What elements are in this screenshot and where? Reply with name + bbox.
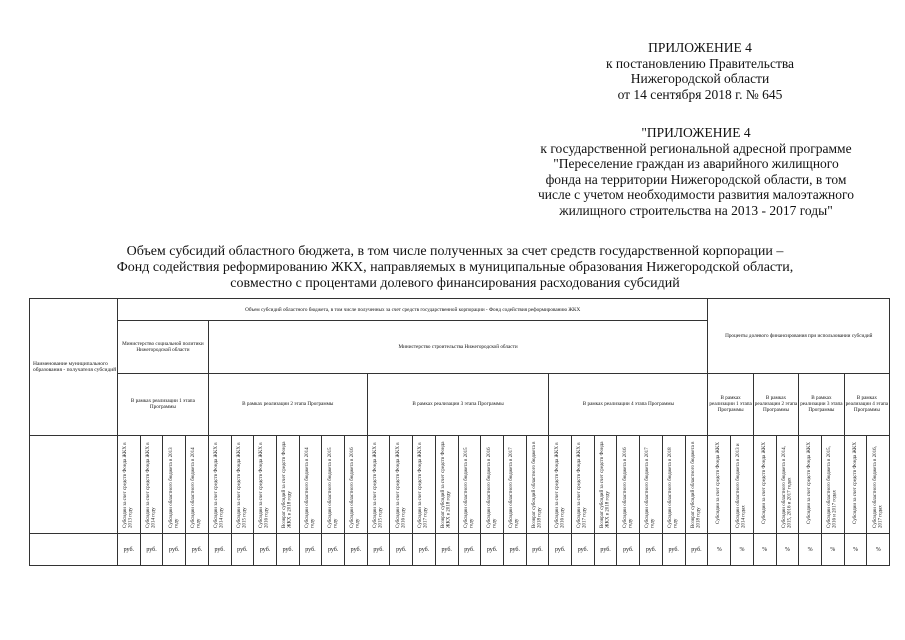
column-header-label: Субсидии за счет средств Фонда ЖКХ в 2014 году bbox=[214, 442, 225, 529]
document-title-line: Объем субсидий областного бюджета, в том числе полученных за счет средств государственной корпорации – bbox=[126, 244, 784, 259]
percent-stage-2-header: В рамках реализации 2 этапа Программы bbox=[753, 374, 798, 435]
unit-cell: % bbox=[753, 534, 776, 566]
column-header bbox=[458, 435, 481, 534]
document-title-line: Фонд содействия реформированию ЖКХ, направляемых в муниципальные образования Нижегородской области, bbox=[116, 260, 794, 275]
appendix-header-line: Нижегородской области bbox=[630, 71, 770, 86]
unit-cell: руб. bbox=[685, 534, 708, 566]
unit-cell: руб. bbox=[299, 534, 322, 566]
column-header bbox=[617, 435, 640, 534]
column-header-label: Субсидии областного бюджета в 2014 году bbox=[191, 447, 202, 529]
unit-cell: руб. bbox=[572, 534, 595, 566]
column-header-label: Субсидии областного бюджета в 2014 году bbox=[304, 447, 316, 529]
column-header-label: Субсидии областного бюджета в 2018 году bbox=[668, 447, 679, 529]
column-header-label: Субсидии за счет средств Фонда ЖКХ в 2016 году bbox=[554, 442, 566, 529]
unit-cell: руб. bbox=[594, 534, 617, 566]
program-header-line: фонда на территории Нижегородской области, в том bbox=[545, 171, 847, 187]
unit-cell: % bbox=[867, 534, 890, 566]
unit-cell: руб. bbox=[367, 534, 390, 566]
column-header bbox=[685, 435, 708, 534]
column-header-label: Возврат субсидий за счет средств Фонда ЖКХ в 2018 году bbox=[441, 442, 452, 529]
percent-stage-1-header: В рамках реализации 1 этапа Программы bbox=[708, 374, 753, 435]
percent-stage-4-header: В рамках реализации 4 этапа Программы bbox=[844, 374, 890, 435]
unit-cell: руб. bbox=[231, 534, 254, 566]
appendix-header-line: к постановлению Правительства bbox=[605, 55, 795, 71]
column-header bbox=[208, 435, 231, 534]
column-header-label: Субсидии за счет средств Фонда ЖКХ в 2015 году bbox=[236, 442, 248, 529]
program-header-line: "ПРИЛОЖЕНИЕ 4 bbox=[641, 125, 751, 140]
unit-cell: руб. bbox=[435, 534, 458, 566]
unit-cell: руб. bbox=[163, 534, 186, 566]
column-header-label: Субсидии областного бюджета в 2017 году bbox=[509, 447, 520, 529]
column-header-label: Субсидии за счет средств Фонда ЖКХ в 2014 году bbox=[145, 442, 157, 529]
unit-cell: руб. bbox=[390, 534, 413, 566]
unit-cell: руб. bbox=[662, 534, 685, 566]
percent-share-header: Проценты долевого финансирования при использовании субсидий bbox=[708, 299, 890, 374]
column-header bbox=[753, 435, 776, 534]
column-header-label: Возврат субсидий областного бюджета в 2018 году bbox=[531, 441, 543, 529]
column-header bbox=[163, 435, 186, 534]
column-header-label: Возврат субсидий областного бюджета в 2018 году bbox=[690, 441, 702, 529]
column-header bbox=[231, 435, 254, 534]
unit-cell: руб. bbox=[617, 534, 640, 566]
appendix-header-line: ПРИЛОЖЕНИЕ 4 bbox=[648, 40, 752, 55]
ministry-construction-header: Министерство строительства Нижегородской области bbox=[208, 321, 708, 374]
document-title bbox=[60, 244, 850, 292]
column-header bbox=[390, 435, 413, 534]
column-header bbox=[799, 435, 822, 534]
unit-cell: руб. bbox=[458, 534, 481, 566]
column-header bbox=[844, 435, 867, 534]
municipality-unit-cell bbox=[30, 534, 118, 566]
column-header bbox=[413, 435, 436, 534]
column-header bbox=[821, 435, 844, 534]
document-title-line: совместно с процентами долевого финансирования расходования субсидий bbox=[230, 276, 680, 291]
program-header-line: жилищного строительства на 2013 - 2017 годы" bbox=[559, 202, 833, 218]
column-header-label: Субсидии за счет средств Фонда ЖКХ в 2013 году bbox=[123, 442, 134, 529]
stage-3-header: В рамках реализации 3 этапа Программы bbox=[367, 374, 549, 435]
column-header bbox=[708, 435, 731, 534]
ministry-social-header: Министерство социальной политики Нижегородской области bbox=[118, 321, 209, 374]
municipality-header-continued bbox=[30, 435, 118, 534]
column-header bbox=[503, 435, 526, 534]
column-header-label: Субсидии за счет средств Фонда ЖКХ bbox=[716, 442, 722, 525]
program-header-line: к государственной региональной адресной программе bbox=[540, 140, 852, 156]
program-header-line: числе с учетом необходимости развития малоэтажного bbox=[538, 187, 854, 202]
column-header-label: Субсидии за счет средств Фонда ЖКХ в 2017 году bbox=[418, 442, 429, 529]
column-header-label: Субсидии областного бюджета в 2016, 2017 годах bbox=[872, 446, 884, 529]
unit-cell: руб. bbox=[503, 534, 526, 566]
column-header-label: Возврат субсидий за счет средств Фонда ЖКХ в 2018 году bbox=[282, 442, 293, 529]
unit-cell: руб. bbox=[276, 534, 299, 566]
unit-cell: руб. bbox=[118, 534, 141, 566]
column-header bbox=[367, 435, 390, 534]
program-header bbox=[510, 125, 882, 218]
column-header bbox=[549, 435, 572, 534]
column-header-label: Субсидии за счет средств Фонда ЖКХ в 2017 году bbox=[577, 442, 588, 529]
column-header-label: Субсидии областного бюджета в 2013 году bbox=[168, 447, 180, 529]
column-header bbox=[640, 435, 663, 534]
column-header-label: Субсидии областного бюджета в 2013 и 2014 годах bbox=[736, 443, 747, 529]
column-header-label: Субсидии за счет средств Фонда ЖКХ bbox=[807, 442, 813, 525]
column-header bbox=[276, 435, 299, 534]
column-header-label: Возврат субсидий за счет средств Фонда ЖКХ в 2018 году bbox=[600, 442, 611, 529]
subsidy-table bbox=[29, 298, 890, 566]
column-header bbox=[594, 435, 617, 534]
column-header-label: Субсидии областного бюджета в 2016 году bbox=[622, 447, 634, 529]
percent-stage-3-header: В рамках реализации 3 этапа Программы bbox=[799, 374, 844, 435]
municipality-header: Наименование муниципального образования - получателя субсидий bbox=[30, 299, 118, 436]
stage-4-header: В рамках реализации 4 этапа Программы bbox=[549, 374, 708, 435]
column-header-label: Субсидии за счет средств Фонда ЖКХ в 2016 году bbox=[395, 442, 407, 529]
column-header bbox=[776, 435, 799, 534]
column-header bbox=[867, 435, 890, 534]
appendix-header-line: от 14 сентября 2018 г. № 645 bbox=[617, 86, 783, 102]
column-header-label: Субсидии за счет средств Фонда ЖКХ bbox=[761, 442, 767, 525]
unit-cell: % bbox=[844, 534, 867, 566]
column-header bbox=[140, 435, 163, 534]
unit-cell: % bbox=[776, 534, 799, 566]
unit-cell: руб. bbox=[481, 534, 504, 566]
column-header bbox=[662, 435, 685, 534]
appendix-header bbox=[560, 40, 840, 102]
column-header bbox=[345, 435, 368, 534]
column-header-label: Субсидии областного бюджета в 2015 году bbox=[327, 447, 339, 529]
stage-1-header: В рамках реализации 1 этапа Программы bbox=[118, 374, 209, 435]
column-header bbox=[254, 435, 277, 534]
unit-cell: руб. bbox=[254, 534, 277, 566]
unit-cell: % bbox=[731, 534, 754, 566]
column-header-label: Субсидии областного бюджета в 2016 году bbox=[350, 447, 361, 529]
unit-cell: руб. bbox=[186, 534, 209, 566]
unit-cell: руб. bbox=[322, 534, 345, 566]
unit-cell: руб. bbox=[208, 534, 231, 566]
column-header-label: Субсидии за счет средств Фонда ЖКХ в 2016 году bbox=[259, 442, 271, 529]
column-header-label: Субсидии областного бюджета в 2017 году bbox=[645, 447, 657, 529]
unit-cell: руб. bbox=[140, 534, 163, 566]
column-header bbox=[322, 435, 345, 534]
column-header bbox=[435, 435, 458, 534]
program-header-line: "Переселение граждан из аварийного жилищного bbox=[553, 156, 839, 171]
column-header-label: Субсидии за счет средств Фонда ЖКХ bbox=[852, 442, 858, 525]
column-header-label: Субсидии областного бюджета в 2015, 2016 и 2017 годах bbox=[827, 446, 838, 529]
unit-cell: руб. bbox=[345, 534, 368, 566]
column-header-label: Субсидии за счет средств Фонда ЖКХ в 2015 году bbox=[372, 442, 384, 529]
column-header bbox=[186, 435, 209, 534]
stage-2-header: В рамках реализации 2 этапа Программы bbox=[208, 374, 367, 435]
column-header bbox=[572, 435, 595, 534]
unit-cell: % bbox=[708, 534, 731, 566]
subsidy-volume-header: Объем субсидий областного бюджета, в том числе полученных за счет средств государственной корпорации - Фонд содействия реформированию ЖКХ bbox=[118, 299, 708, 321]
unit-cell: руб. bbox=[413, 534, 436, 566]
column-header bbox=[731, 435, 754, 534]
column-header bbox=[118, 435, 141, 534]
unit-cell: руб. bbox=[526, 534, 549, 566]
column-header-label: Субсидии областного бюджета в 2014, 2015, 2016 и 2017 годах bbox=[781, 446, 793, 529]
unit-cell: % bbox=[799, 534, 822, 566]
column-header bbox=[481, 435, 504, 534]
unit-cell: руб. bbox=[549, 534, 572, 566]
unit-cell: % bbox=[821, 534, 844, 566]
column-header-label: Субсидии областного бюджета в 2016 году bbox=[486, 447, 498, 529]
unit-cell: руб. bbox=[640, 534, 663, 566]
column-header bbox=[526, 435, 549, 534]
column-header-label: Субсидии областного бюджета в 2015 году bbox=[463, 447, 475, 529]
column-header bbox=[299, 435, 322, 534]
